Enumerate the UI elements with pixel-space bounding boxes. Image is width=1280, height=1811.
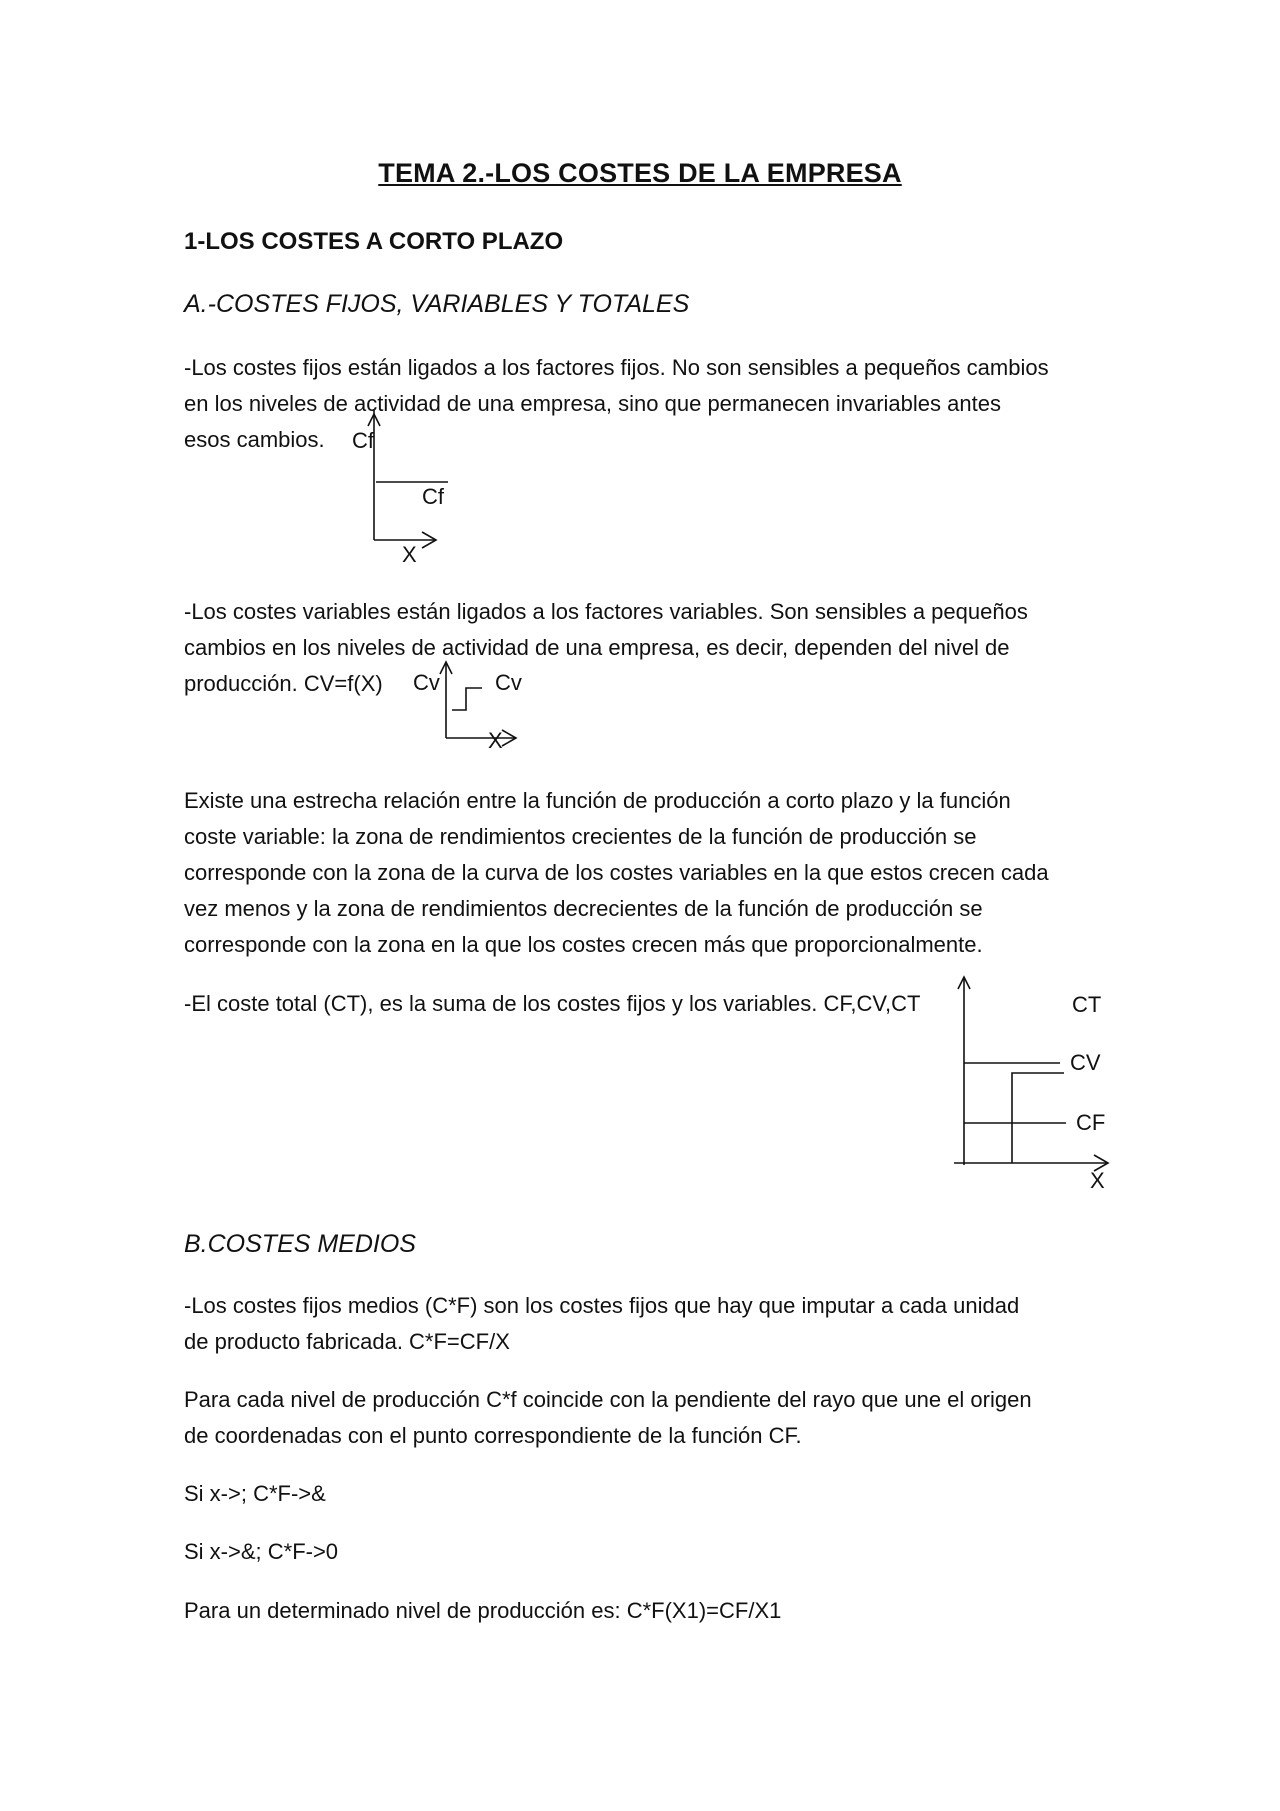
paragraph-costes-variables: [184, 594, 1104, 702]
paragraph-si-2: [184, 1534, 1104, 1570]
text-line: esos cambios.: [184, 427, 325, 452]
diag3-cf-label: CF: [1076, 1110, 1106, 1135]
paragraph-si-1: [184, 1476, 1104, 1512]
paragraph-costes-medios: [184, 1288, 1104, 1360]
text-line: -El coste total (CT), es la suma de los costes fijos y los variables. CF,CV,CT: [184, 991, 921, 1016]
text-line: cambios en los niveles de actividad de una empresa, es decir, dependen del nivel de: [184, 635, 1010, 660]
paragraph-pendiente: [184, 1382, 1104, 1454]
text-line: de producto fabricada. C*F=CF/X: [184, 1329, 510, 1354]
text-line: Si x->&; C*F->0: [184, 1539, 339, 1564]
text-line: de coordenadas con el punto correspondiente de la función CF.: [184, 1423, 802, 1448]
diag1-x-label: X: [402, 542, 417, 567]
document-title: TEMA 2.-LOS COSTES DE LA EMPRESA: [378, 158, 902, 188]
cv-line: [1012, 1073, 1064, 1163]
text-line: Existe una estrecha relación entre la función de producción a corto plazo y la función: [184, 788, 1011, 813]
text-line: corresponde con la zona en la que los costes crecen más que proporcionalmente.: [184, 932, 983, 957]
text-line: -Los costes fijos están ligados a los factores fijos. No son sensibles a pequeños cambios: [184, 355, 1049, 380]
text-line: en los niveles de actividad de una empresa, sino que permanecen invariables antes: [184, 391, 1001, 416]
subsection-heading-a: A.-COSTES FIJOS, VARIABLES Y TOTALES: [184, 290, 690, 318]
diag3-ct-label: CT: [1072, 992, 1102, 1017]
text-line: Para un determinado nivel de producción es: C*F(X1)=CF/X1: [184, 1598, 782, 1623]
text-line: producción. CV=f(X): [184, 671, 383, 696]
diag3-cv-label: CV: [1070, 1050, 1101, 1075]
text-line: corresponde con la zona de la curva de los costes variables en la que estos crecen cada: [184, 860, 1049, 885]
diag2-y-label: Cv: [413, 670, 440, 695]
diag3-x-label: X: [1090, 1168, 1105, 1193]
diag2-curve-label: Cv: [495, 670, 522, 695]
text-line: Si x->; C*F->&: [184, 1481, 326, 1506]
text-line: -Los costes fijos medios (C*F) son los costes fijos que hay que imputar a cada unidad: [184, 1293, 1020, 1318]
diag1-curve-label: Cf: [422, 484, 444, 509]
fixed-cost-diagram: [360, 410, 460, 550]
text-line: Para cada nivel de producción C*f coincide con la pendiente del rayo que une el origen: [184, 1387, 1032, 1412]
text-line: -Los costes variables están ligados a los factores variables. Son sensibles a pequeños: [184, 599, 1028, 624]
paragraph-final: [184, 1593, 1104, 1629]
paragraph-costes-fijos: [184, 350, 1104, 458]
diag2-x-label: X: [488, 728, 503, 753]
diag1-y-label: Cf: [352, 428, 374, 453]
paragraph-relacion: [184, 783, 1104, 963]
text-line: vez menos y la zona de rendimientos decrecientes de la función de producción se: [184, 896, 983, 921]
section-heading: 1-LOS COSTES A CORTO PLAZO: [184, 228, 564, 255]
subsection-heading-b: B.COSTES MEDIOS: [184, 1230, 416, 1258]
text-line: coste variable: la zona de rendimientos crecientes de la función de producción se: [184, 824, 977, 849]
variable-cost-step: [452, 688, 482, 710]
